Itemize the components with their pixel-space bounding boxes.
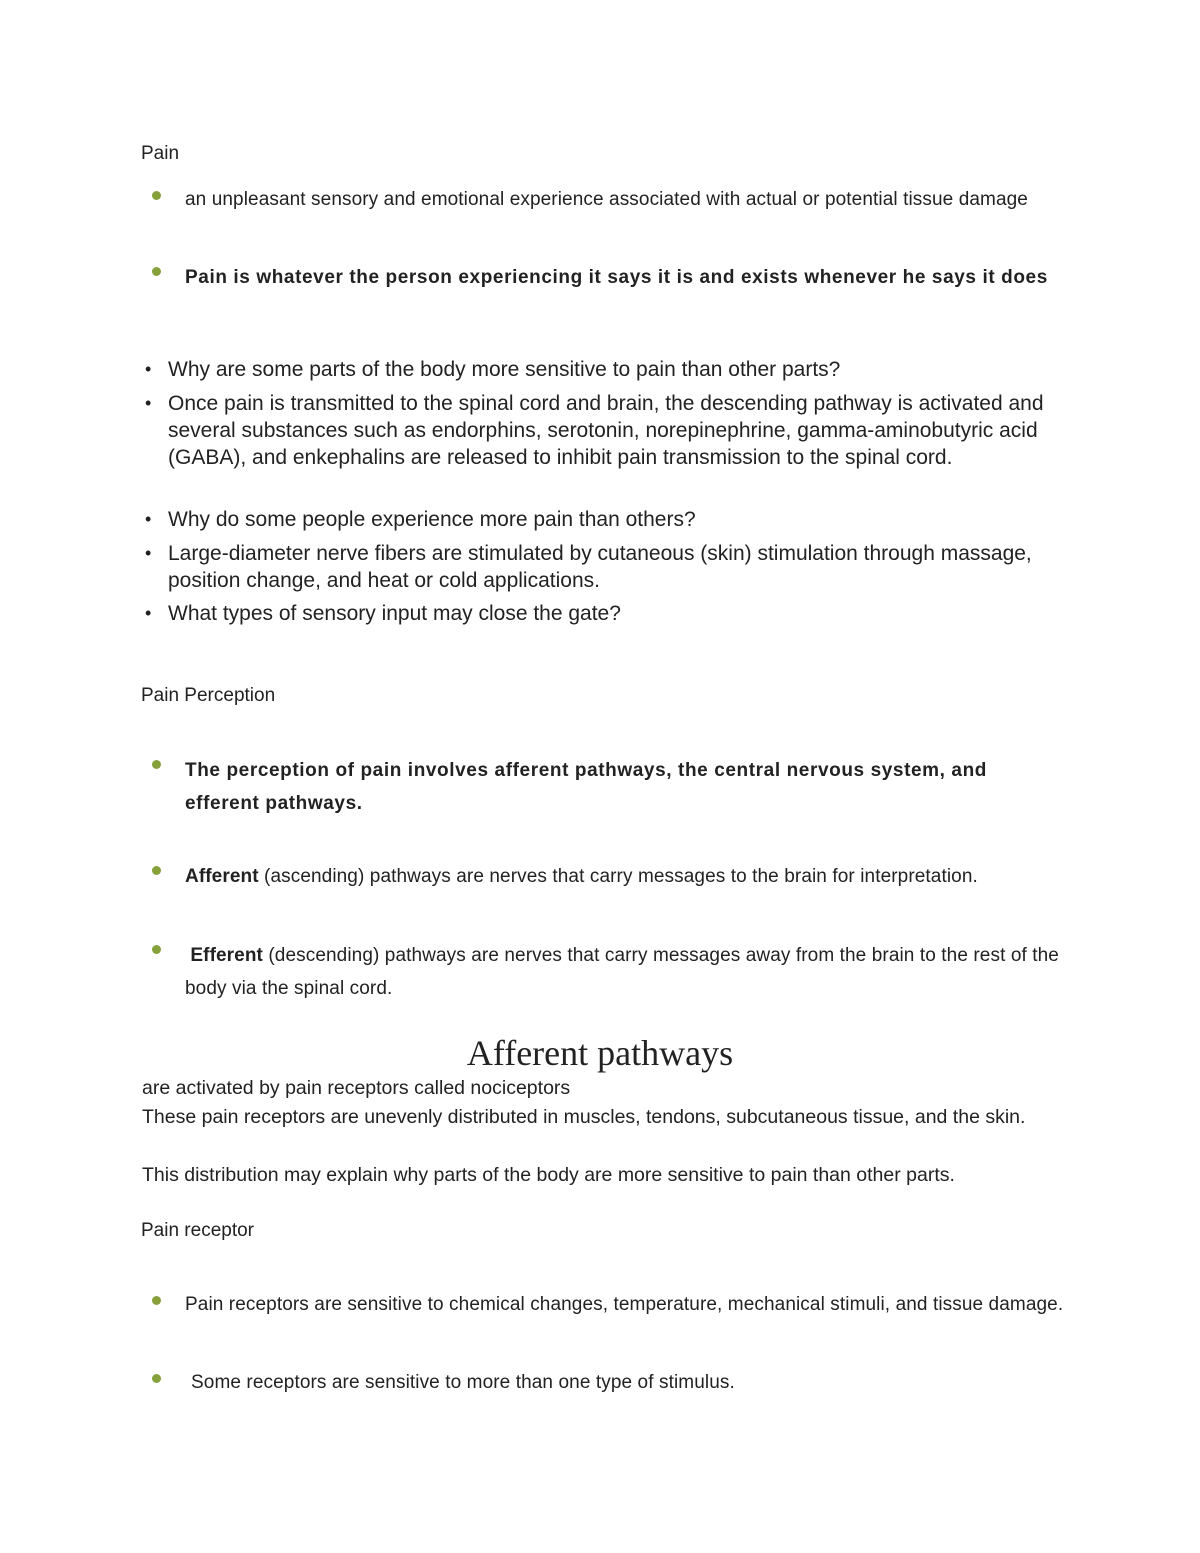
receptor-bullet: Some receptors are sensitive to more than one type of stimulus.	[191, 1372, 735, 1393]
bullet-icon	[152, 866, 161, 875]
list-item: What types of sensory input may close the gate?	[168, 602, 621, 625]
afferent-bullet	[185, 861, 1065, 894]
bullet-icon	[152, 945, 161, 954]
perception-bullet: The perception of pain involves afferent pathways, the central nervous system, and efferent pathways.	[185, 760, 988, 814]
dot-bullet-icon: •	[145, 603, 152, 623]
afferent-description: (ascending) pathways are nerves that carry messages to the brain for interpretation.	[258, 866, 978, 887]
receptor-bullet: Pain receptors are sensitive to chemical changes, temperature, mechanical stimuli, and tissue damage.	[185, 1294, 1064, 1315]
list-item: Why are some parts of the body more sensitive to pain than other parts?	[168, 358, 841, 381]
section-heading-perception: Pain Perception	[141, 685, 276, 706]
dot-bullet-icon: •	[145, 393, 152, 413]
afferent-pathways-title: Afferent pathways	[466, 1033, 734, 1073]
efferent-description: (descending) pathways are nerves that carry messages away from the brain to the rest of the body via the spinal cord.	[185, 945, 1059, 999]
bullet-icon	[152, 1374, 161, 1383]
bullet-icon	[152, 267, 161, 276]
list-item: Why do some people experience more pain than others?	[168, 508, 696, 531]
afferent-line: are activated by pain receptors called nociceptors	[142, 1077, 571, 1099]
afferent-line: This distribution may explain why parts of the body are more sensitive to pain than other parts.	[142, 1164, 955, 1186]
efferent-bullet	[185, 940, 1065, 1005]
dot-bullet-icon: •	[145, 543, 152, 563]
list-item: Large-diameter nerve fibers are stimulated by cutaneous (skin) stimulation through massage, position change, and heat or cold applications.	[168, 542, 1032, 592]
list-item: Once pain is transmitted to the spinal cord and brain, the descending pathway is activated and several substances such as endorphins, serotonin, norepinephrine, gamma-aminobutyric acid (GABA), and enkephalins are released to inhibit pain transmission to the spinal cord.	[168, 392, 1044, 469]
efferent-term: Efferent	[190, 945, 263, 966]
pain-definition-bullet: an unpleasant sensory and emotional experience associated with actual or potential tissue damage	[185, 189, 1028, 210]
pain-whatever-bullet: Pain is whatever the person experiencing it says it is and exists whenever he says it does	[185, 267, 1048, 288]
dot-bullet-icon: •	[145, 509, 152, 529]
bullet-icon	[152, 760, 161, 769]
bullet-icon	[152, 191, 161, 200]
bullet-icon	[152, 1296, 161, 1305]
section-heading-receptor: Pain receptor	[141, 1220, 255, 1241]
afferent-term: Afferent	[185, 866, 259, 887]
afferent-line: These pain receptors are unevenly distributed in muscles, tendons, subcutaneous tissue, and the skin.	[142, 1106, 1026, 1128]
dot-bullet-icon: •	[145, 359, 152, 379]
section-heading-pain: Pain	[141, 143, 180, 164]
